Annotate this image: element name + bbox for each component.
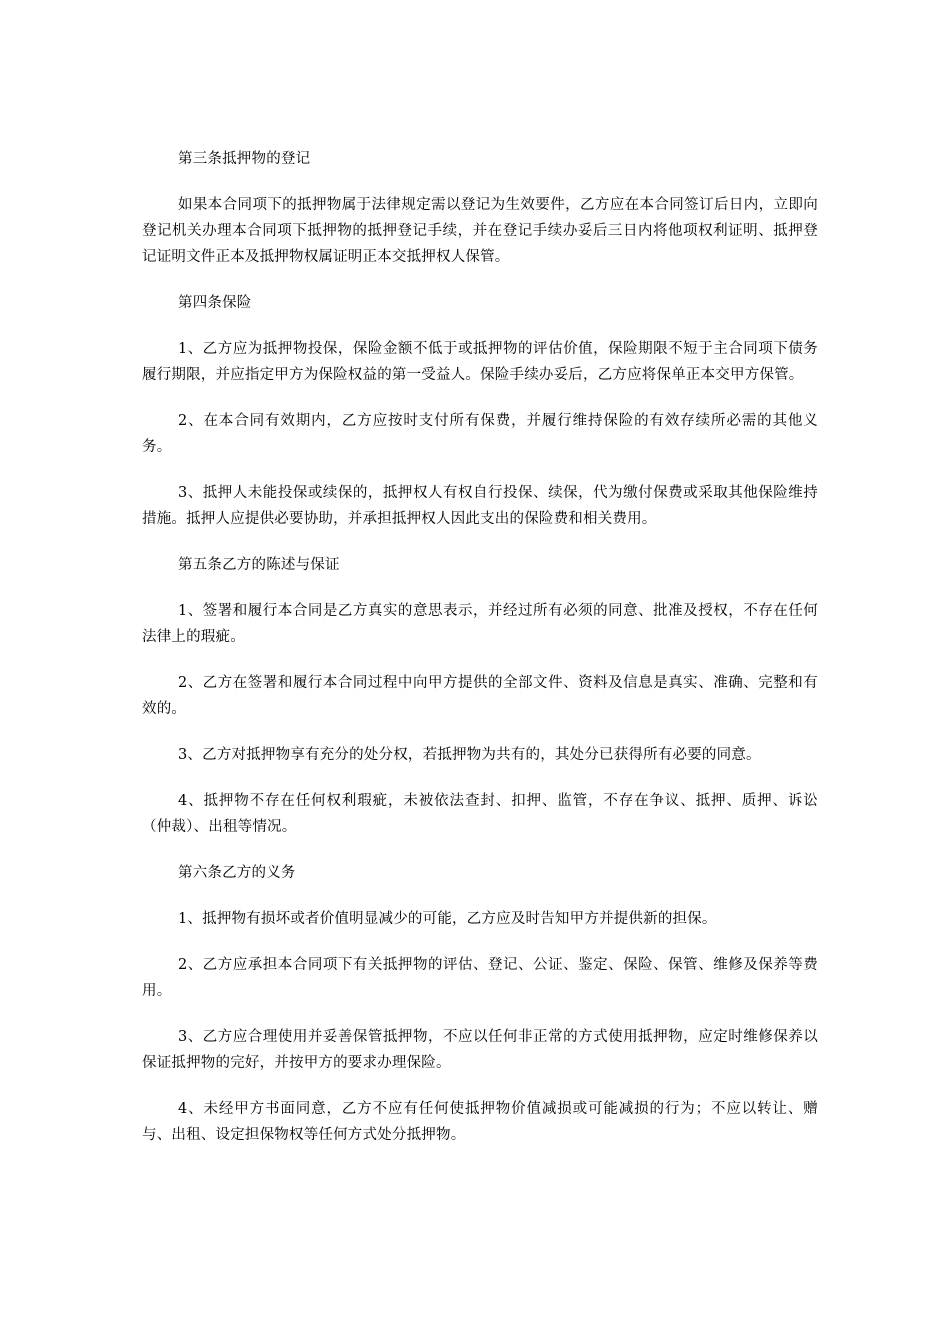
- paragraph-registration: 如果本合同项下的抵押物属于法律规定需以登记为生效要件，乙方应在本合同签订后日内，立即向登记机关办理本合同项下抵押物的抵押登记手续，并在登记手续办妥后三日内将他项权利证明、抵押登记证明文件正本及抵押物权属证明正本交抵押权人保管。: [142, 197, 818, 265]
- paragraph-insurance-1: 1、乙方应为抵押物投保，保险金额不低于或抵押物的评估价值，保险期限不短于主合同项下债务履行期限，并应指定甲方为保险权益的第一受益人。保险手续办妥后，乙方应将保单正本交甲方保管。: [142, 341, 818, 383]
- paragraph-warranty-4: 4、抵押物不存在任何权利瑕疵，未被依法查封、扣押、监管，不存在争议、抵押、质押、诉讼（仲裁）、出租等情况。: [142, 793, 818, 835]
- paragraph-obligation-1: 1、抵押物有损坏或者价值明显减少的可能，乙方应及时告知甲方并提供新的担保。: [178, 911, 717, 927]
- section-heading-6: 第六条乙方的义务: [178, 865, 296, 881]
- paragraph-insurance-3: 3、抵押人未能投保或续保的，抵押权人有权自行投保、续保，代为缴付保费或采取其他保险维持措施。抵押人应提供必要协助，并承担抵押权人因此支出的保险费和相关费用。: [142, 485, 818, 527]
- paragraph-insurance-2: 2、在本合同有效期内，乙方应按时支付所有保费，并履行维持保险的有效存续所必需的其他义务。: [142, 413, 818, 455]
- paragraph-warranty-2: 2、乙方在签署和履行本合同过程中向甲方提供的全部文件、资料及信息是真实、准确、完整和有效的。: [142, 675, 818, 717]
- document-body: [142, 146, 818, 1168]
- paragraph-warranty-1: 1、签署和履行本合同是乙方真实的意思表示，并经过所有必须的同意、批准及授权，不存在任何法律上的瑕疵。: [142, 603, 818, 645]
- paragraph-obligation-4: 4、未经甲方书面同意，乙方不应有任何使抵押物价值减损或可能减损的行为；不应以转让、赠与、出租、设定担保物权等任何方式处分抵押物。: [142, 1101, 818, 1143]
- section-heading-5: 第五条乙方的陈述与保证: [178, 557, 340, 573]
- section-heading-4: 第四条保险: [178, 295, 252, 311]
- section-heading-3: 第三条抵押物的登记: [178, 151, 311, 167]
- paragraph-obligation-3: 3、乙方应合理使用并妥善保管抵押物，不应以任何非正常的方式使用抵押物，应定时维修保养以保证抵押物的完好，并按甲方的要求办理保险。: [142, 1029, 818, 1071]
- paragraph-warranty-3: 3、乙方对抵押物享有充分的处分权，若抵押物为共有的，其处分已获得所有必要的同意。: [178, 747, 761, 763]
- paragraph-obligation-2: 2、乙方应承担本合同项下有关抵押物的评估、登记、公证、鉴定、保险、保管、维修及保养等费用。: [142, 957, 818, 999]
